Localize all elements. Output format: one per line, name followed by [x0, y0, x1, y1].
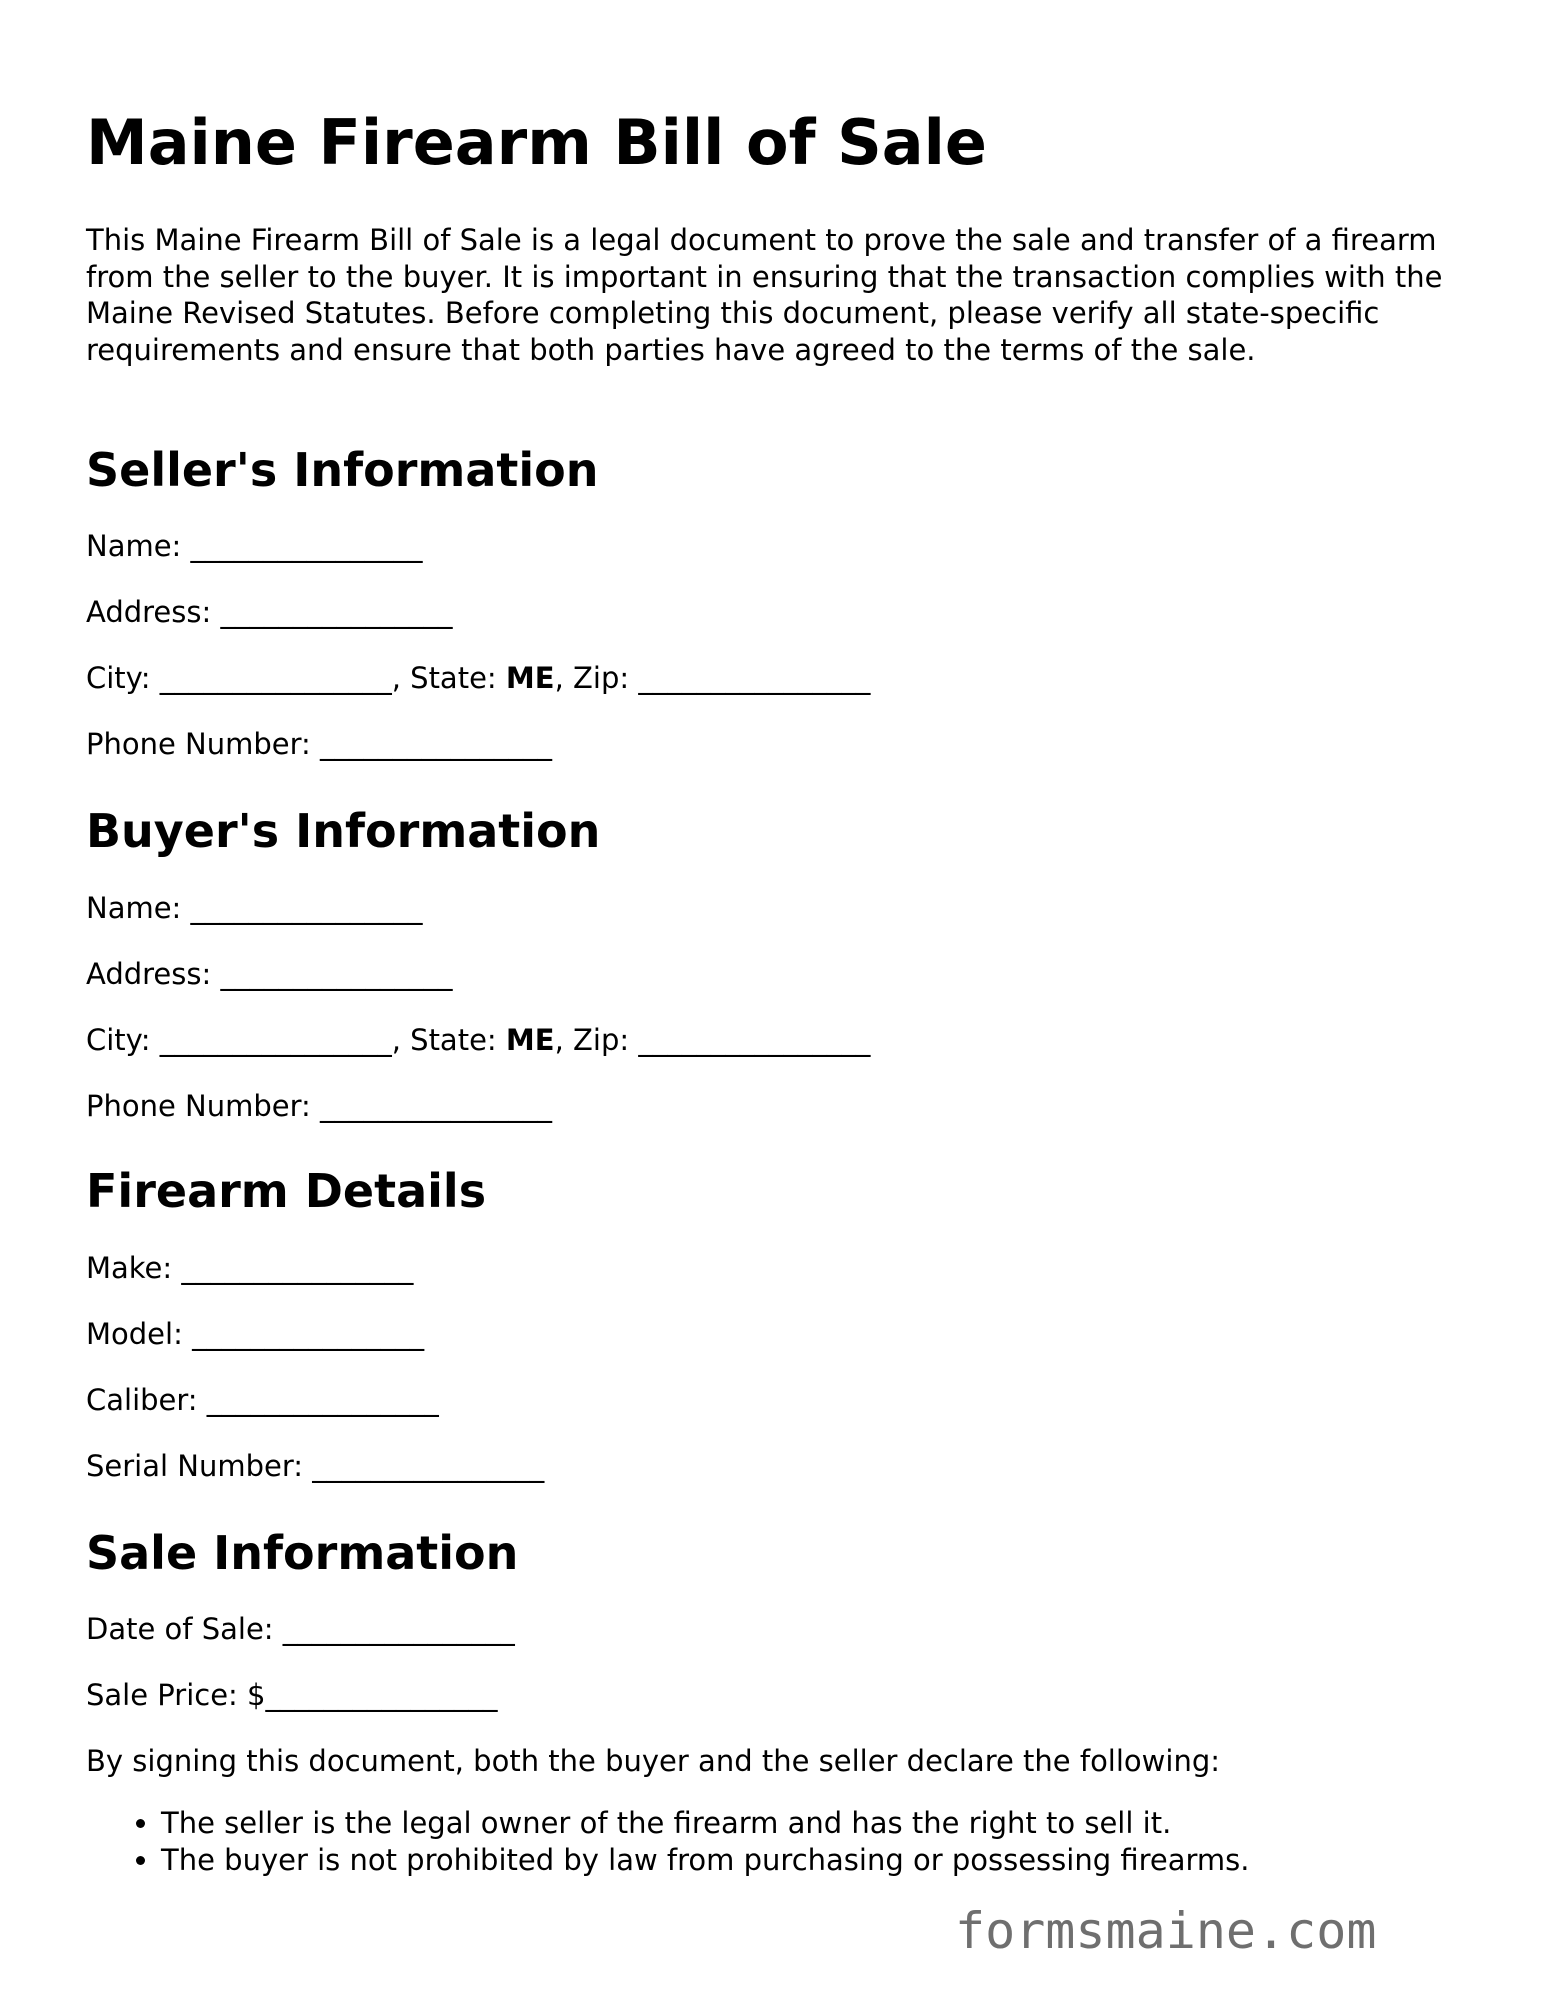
- seller-section-heading: Seller's Information: [86, 443, 599, 497]
- firearm-serial-blank: ________________: [312, 1449, 545, 1483]
- intro-paragraph: This Maine Firearm Bill of Sale is a legal document to prove the sale and transfer of a firearm from the seller to the buyer. It is important in ensuring that the transaction complies with the Maine Revised Statutes. Before completing this document, please verify all state-specific requirements and ensure that both parties have agreed to the terms of the sale.: [86, 223, 1443, 367]
- sale-date-blank: ________________: [282, 1612, 515, 1646]
- sale-section-heading: Sale Information: [86, 1526, 519, 1580]
- firearm-caliber-blank: ________________: [206, 1383, 439, 1417]
- seller-zip-blank: ________________: [638, 661, 871, 695]
- buyer-phone-field: [86, 1089, 553, 1123]
- buyer-address-blank: ________________: [220, 957, 453, 991]
- seller-zip-label: , Zip:: [554, 661, 639, 695]
- declaration-list: [86, 1805, 1250, 1878]
- buyer-name-label: Name:: [86, 891, 191, 925]
- sale-date-field: [86, 1612, 515, 1646]
- declaration-item: • The buyer is not prohibited by law from purchasing or possessing firearms.: [161, 1842, 1250, 1879]
- buyer-state-label: , State:: [391, 1023, 506, 1057]
- buyer-address-label: Address:: [86, 957, 221, 991]
- seller-phone-field: [86, 727, 553, 761]
- buyer-state-value: ME: [505, 1023, 555, 1057]
- buyer-phone-label: Phone Number:: [86, 1089, 321, 1123]
- site-watermark: formsmaine.com: [955, 1902, 1377, 1960]
- buyer-zip-blank: ________________: [638, 1023, 871, 1057]
- firearm-serial-field: [86, 1449, 545, 1483]
- seller-phone-blank: ________________: [320, 727, 553, 761]
- sale-price-label: Sale Price: $: [86, 1678, 266, 1712]
- buyer-name-field: [86, 891, 423, 925]
- buyer-phone-blank: ________________: [320, 1089, 553, 1123]
- seller-state-label: , State:: [391, 661, 506, 695]
- buyer-city-label: City:: [86, 1023, 160, 1057]
- buyer-name-blank: ________________: [190, 891, 423, 925]
- sale-price-blank: ________________: [265, 1678, 498, 1712]
- declaration-item: • The seller is the legal owner of the firearm and has the right to sell it.: [161, 1805, 1250, 1842]
- seller-address-blank: ________________: [220, 595, 453, 629]
- seller-state-value: ME: [505, 661, 555, 695]
- document-title: Maine Firearm Bill of Sale: [86, 106, 987, 179]
- buyer-section-heading: Buyer's Information: [86, 804, 601, 858]
- seller-name-blank: ________________: [190, 529, 423, 563]
- seller-city-label: City:: [86, 661, 160, 695]
- buyer-zip-label: , Zip:: [554, 1023, 639, 1057]
- firearm-serial-label: Serial Number:: [86, 1449, 313, 1483]
- seller-phone-label: Phone Number:: [86, 727, 321, 761]
- firearm-model-blank: ________________: [192, 1317, 425, 1351]
- firearm-section-heading: Firearm Details: [86, 1164, 487, 1218]
- firearm-caliber-field: [86, 1383, 439, 1417]
- sale-price-field: [86, 1678, 498, 1712]
- buyer-address-field: [86, 957, 453, 991]
- firearm-make-field: [86, 1251, 414, 1285]
- firearm-model-label: Model:: [86, 1317, 193, 1351]
- firearm-model-field: [86, 1317, 425, 1351]
- declaration-intro: By signing this document, both the buyer and the seller declare the following:: [86, 1744, 1221, 1778]
- seller-name-label: Name:: [86, 529, 191, 563]
- seller-address-label: Address:: [86, 595, 221, 629]
- seller-city-blank: ________________: [159, 661, 392, 695]
- buyer-city-blank: ________________: [159, 1023, 392, 1057]
- sale-date-label: Date of Sale:: [86, 1612, 283, 1646]
- seller-address-field: [86, 595, 453, 629]
- seller-name-field: [86, 529, 423, 563]
- firearm-caliber-label: Caliber:: [86, 1383, 207, 1417]
- seller-city-state-zip-field: [86, 661, 871, 695]
- firearm-make-label: Make:: [86, 1251, 182, 1285]
- buyer-city-state-zip-field: [86, 1023, 871, 1057]
- firearm-make-blank: ________________: [181, 1251, 414, 1285]
